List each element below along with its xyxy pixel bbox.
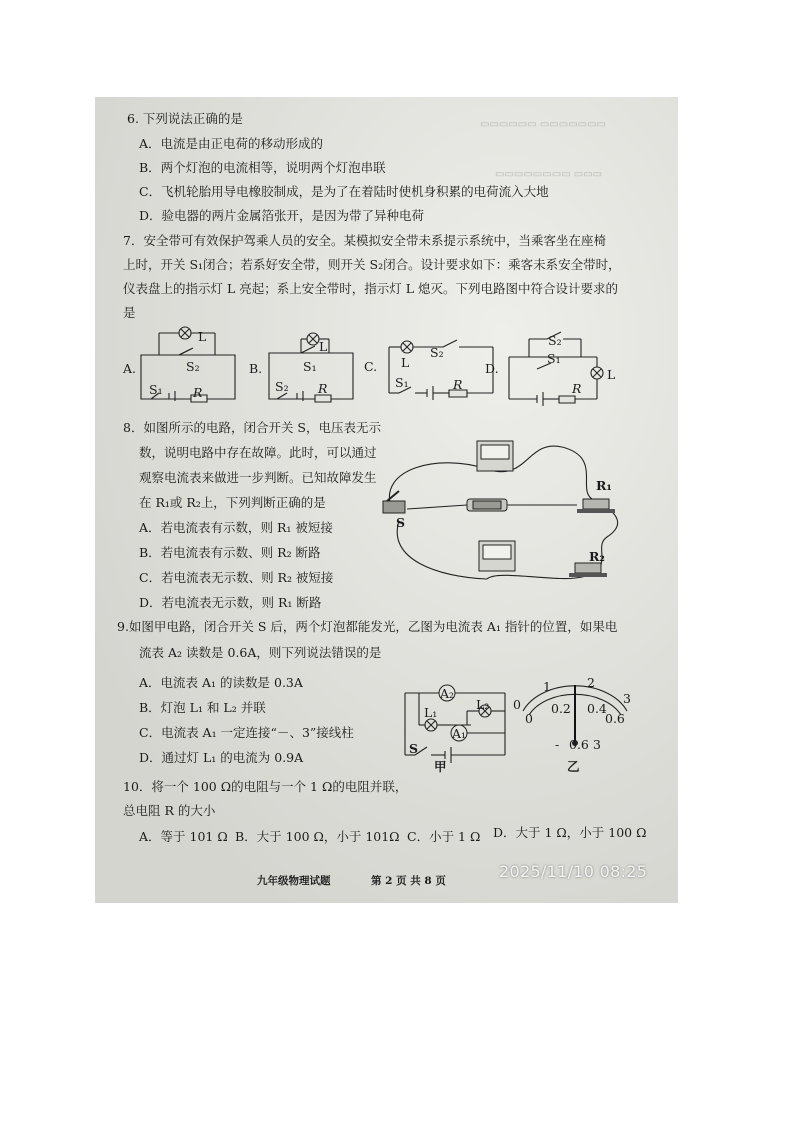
meter-bottom-04: 0.4: [587, 701, 607, 716]
meter-bottom-06: 0.6: [605, 711, 625, 726]
q7a-S2: S₂: [186, 359, 200, 374]
q10-option-a: A．等于 101 Ω: [139, 829, 228, 844]
q9-S: S: [409, 741, 419, 756]
meter-bottom-0: 0: [525, 711, 533, 726]
q6-option-c: C．飞机轮胎用导电橡胶制成，是为了在着陆时使机身积累的电荷流入大地: [139, 184, 549, 199]
q7-line4: 是: [123, 305, 136, 320]
meter-terminal-3: 3: [593, 737, 601, 752]
q10-option-c: C．小于 1 Ω: [407, 829, 481, 844]
q7c-R: R: [453, 377, 463, 392]
q10-line2: 总电阻 R 的大小: [123, 803, 216, 818]
q8-line3: 观察电流表来做进一步判断。已知故障发生: [139, 470, 377, 485]
q7b-S1: S₁: [303, 359, 317, 374]
bleed-through: ▭▭▭▭▭▭▭▭ ▭▭▭: [495, 169, 603, 180]
q9-fig-yi: 乙: [567, 759, 580, 774]
q7b-L: L: [319, 339, 328, 354]
q8-line4: 在 R₁或 R₂上，下列判断正确的是: [139, 495, 326, 510]
bleed-through: ▭▭▭▭▭▭ ▭▭▭▭▭▭▭: [480, 119, 607, 130]
meter-bottom-02: 0.2: [551, 701, 571, 716]
q9-option-c: C．电流表 A₁ 一定连接“－、3”接线柱: [139, 725, 354, 740]
footer-page: 第 2 页 共 8 页: [371, 875, 446, 887]
q7-line2: 上时，开关 S₁闭合；若系好安全带，则开关 S₂闭合。设计要求如下：乘客未系安全带时，: [123, 257, 621, 272]
q7d-S2: S₂: [548, 333, 562, 348]
q6-option-b: B．两个灯泡的电流相等，说明两个灯泡串联: [139, 160, 386, 175]
meter-terminal-06: 0.6: [569, 737, 589, 752]
q8-R2: R₂: [589, 549, 605, 564]
q8-option-b: B．若电流表有示数、则 R₂ 断路: [139, 545, 321, 560]
q7d-S1: S₁: [547, 351, 561, 366]
q7-option-b-label: B.: [249, 361, 263, 376]
q9-option-d: D．通过灯 L₁ 的电流为 0.9A: [139, 750, 304, 765]
meter-top-0: 0: [513, 697, 521, 712]
q6-option-d: D．验电器的两片金属箔张开，是因为带了异种电荷: [139, 208, 425, 223]
q9-line1: 9.如图甲电路，闭合开关 S 后，两个灯泡都能发光，乙图为电流表 A₁ 指针的位置，如果电: [117, 619, 618, 634]
meter-top-3: 3: [623, 691, 631, 706]
q7c-L: L: [401, 355, 410, 370]
q8-line2: 数，说明电路中存在故障。此时，可以通过: [139, 445, 377, 460]
q7d-R: R: [572, 381, 582, 396]
q8-R1: R₁: [596, 478, 612, 493]
q8-option-d: D．若电流表无示数，则 R₁ 断路: [139, 595, 322, 610]
q7b-R: R: [318, 381, 328, 396]
q8-circuit-illustration: [377, 429, 637, 589]
q6-stem: 6. 下列说法正确的是: [127, 111, 243, 126]
q8-line1: 8．如图所示的电路，闭合开关 S，电压表无示: [123, 420, 381, 435]
q10-option-b: B．大于 100 Ω，小于 101Ω: [235, 829, 400, 844]
q9-option-a: A．电流表 A₁ 的读数是 0.3A: [139, 675, 303, 690]
q7a-L: L: [198, 329, 207, 344]
q8-option-c: C．若电流表无示数、则 R₂ 被短接: [139, 570, 334, 585]
q7-option-a-label: A.: [123, 361, 137, 376]
meter-terminal-minus: -: [555, 737, 560, 752]
q7a-S1: S₁: [149, 382, 163, 397]
exam-paper: [95, 97, 678, 903]
q9-A1: A₁: [452, 726, 467, 741]
q8-option-a: A．若电流表有示数，则 R₁ 被短接: [139, 520, 333, 535]
q7c-S1: S₁: [395, 375, 409, 390]
photo-timestamp: 2025/11/10 08:25: [499, 862, 648, 881]
q9-fig-jia: 甲: [434, 759, 447, 774]
q10-line1: 10．将一个 100 Ω的电阻与一个 1 Ω的电阻并联，: [123, 779, 408, 794]
q9-L1: L₁: [424, 705, 438, 720]
q7d-L: L: [607, 367, 616, 382]
q7c-S2: S₂: [430, 345, 444, 360]
meter-top-2: 2: [587, 675, 595, 690]
q6-option-a: A．电流是由正电荷的移动形成的: [139, 136, 324, 151]
q7-option-d-label: D.: [485, 361, 499, 376]
q9-L2: L₂: [476, 697, 490, 712]
q9-A2: A₂: [440, 686, 455, 701]
q7a-R: R: [193, 385, 203, 400]
meter-top-1: 1: [543, 679, 551, 694]
footer-title: 九年级物理试题: [257, 875, 331, 887]
q7-option-c-label: C.: [364, 359, 378, 374]
q7-line1: 7．安全带可有效保护驾乘人员的安全。某模拟安全带未系提示系统中，当乘客坐在座椅: [123, 233, 606, 248]
q8-switch-S: S: [396, 515, 406, 530]
q9-option-b: B．灯泡 L₁ 和 L₂ 并联: [139, 700, 266, 715]
q9-line2: 流表 A₂ 读数是 0.6A，则下列说法错误的是: [139, 645, 382, 660]
q7-line3: 仪表盘上的指示灯 L 亮起；系上安全带时，指示灯 L 熄灭。下列电路图中符合设计要求的: [123, 281, 618, 296]
q10-option-d: D．大于 1 Ω，小于 100 Ω: [493, 825, 647, 840]
q7b-S2: S₂: [275, 379, 289, 394]
